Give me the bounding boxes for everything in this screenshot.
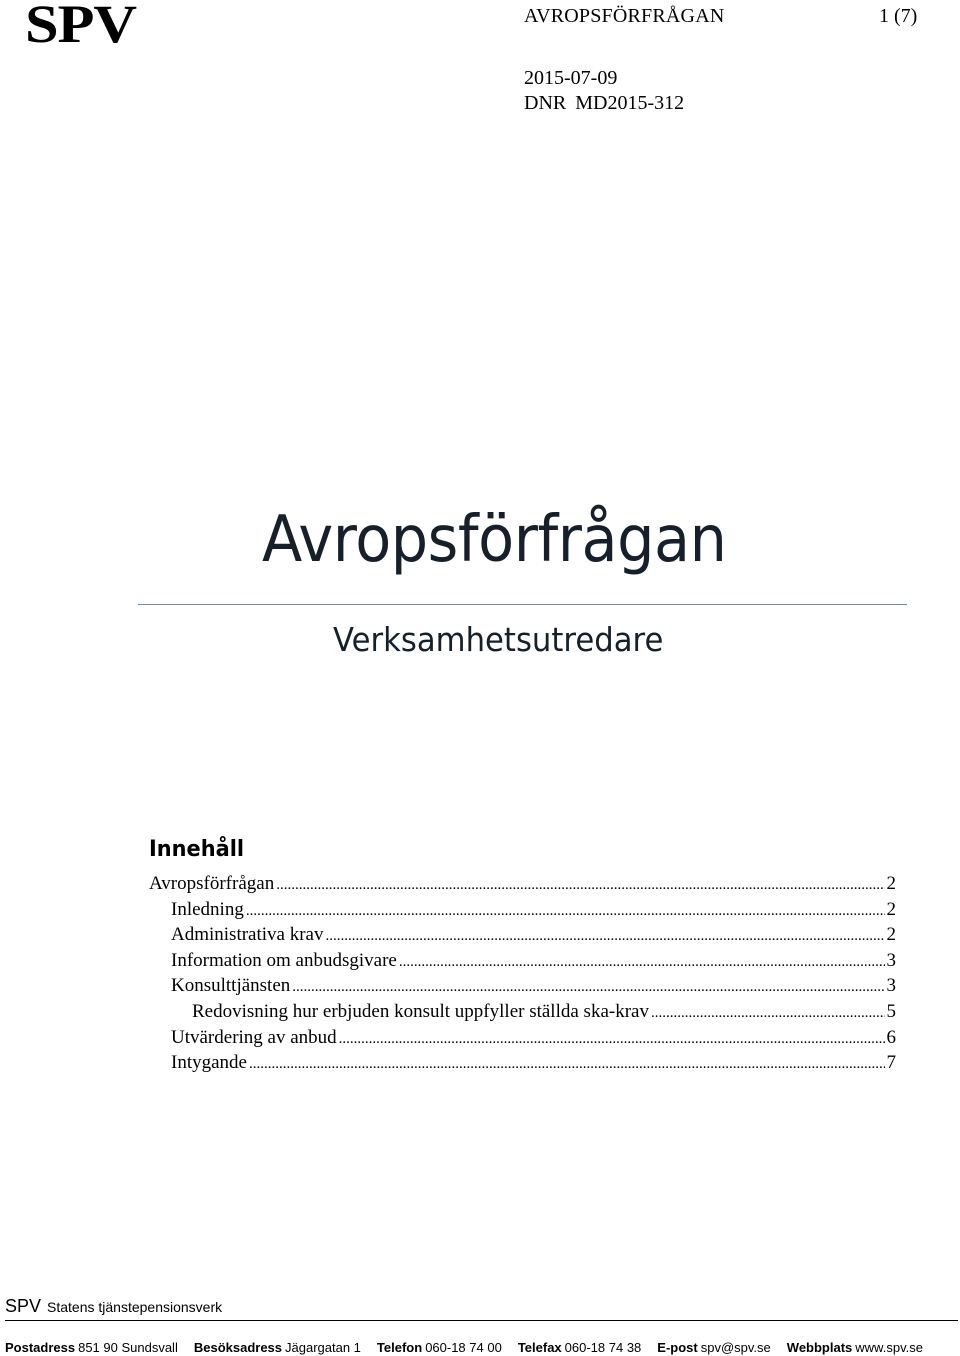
page-title: Avropsförfrågan [262, 503, 727, 577]
toc-entry-label: Redovisning hur erbjuden konsult uppfyller ställda ska-krav [192, 1000, 649, 1022]
footer-contact-label: Postadress [5, 1340, 76, 1355]
toc-entry-label: Konsulttjänsten [171, 975, 291, 997]
toc-entry-label: Avropsförfrågan [149, 873, 275, 894]
toc-dot-leader [339, 1027, 885, 1053]
footer-visit-address [194, 1339, 361, 1356]
toc-entry-label: Intygande [171, 1052, 247, 1074]
footer-org-name: Statens tjänstepensionsverk [47, 1299, 223, 1315]
footer-organization [5, 1295, 222, 1318]
toc-entry-label: Administrativa krav [171, 924, 324, 946]
footer-contact-value: 060-18 74 38 [564, 1340, 642, 1355]
document-date: 2015-07-09 [524, 67, 618, 89]
toc-entry-page: 7 [886, 1052, 896, 1074]
toc-entry[interactable] [149, 1025, 896, 1051]
footer-contact-value: 060-18 74 00 [425, 1340, 502, 1355]
footer-org-abbreviation: SPV [5, 1296, 42, 1316]
footer-website[interactable] [787, 1339, 923, 1356]
footer-contact-label: E-post [657, 1340, 698, 1355]
table-of-contents [149, 871, 896, 1076]
toc-entry[interactable] [149, 948, 896, 974]
toc-entry-page: 2 [886, 924, 896, 946]
footer-contact-value: 851 90 Sundsvall [78, 1340, 178, 1355]
toc-entry[interactable] [149, 973, 896, 999]
footer-website-link[interactable]: www.spv.se [855, 1340, 923, 1355]
toc-entry-page: 3 [886, 949, 896, 971]
footer-contact-label: Telefax [517, 1340, 562, 1355]
footer-contact-value: Jägargatan 1 [285, 1340, 361, 1355]
toc-dot-leader [399, 950, 885, 976]
toc-dot-leader [249, 1052, 885, 1078]
toc-entry[interactable] [149, 871, 896, 897]
toc-entry-page: 6 [886, 1026, 896, 1048]
toc-entry[interactable] [149, 922, 896, 948]
footer-postal-address [5, 1339, 178, 1356]
toc-entry-page: 2 [886, 898, 896, 920]
page-number: 1 (7) [879, 5, 918, 27]
footer-email[interactable] [657, 1339, 771, 1356]
footer-contacts [5, 1339, 960, 1356]
toc-dot-leader [246, 899, 885, 925]
footer-email-link[interactable]: spv@spv.se [700, 1340, 771, 1355]
toc-dot-leader [651, 1001, 885, 1027]
toc-heading: Innehåll [149, 837, 245, 862]
footer-phone [377, 1339, 502, 1356]
document-dnr: DNR MD2015-312 [524, 92, 685, 114]
footer-contact-label: Webbplats [786, 1340, 853, 1355]
toc-dot-leader [276, 873, 884, 899]
footer-contact-label: Telefon [376, 1340, 423, 1355]
footer-divider [5, 1320, 958, 1321]
toc-entry[interactable] [149, 999, 896, 1025]
toc-entry-page: 3 [886, 975, 896, 997]
toc-entry-page: 5 [886, 1000, 896, 1022]
footer-fax [518, 1339, 641, 1356]
toc-entry[interactable] [149, 1050, 896, 1076]
document-type: AVROPSFÖRFRÅGAN [524, 5, 725, 27]
toc-entry-label: Utvärdering av anbud [171, 1026, 337, 1048]
title-divider [138, 604, 907, 605]
toc-dot-leader [292, 975, 884, 1001]
toc-entry-label: Inledning [171, 898, 244, 920]
toc-entry[interactable] [149, 897, 896, 923]
footer-contact-label: Besöksadress [193, 1340, 283, 1355]
spv-logo: SPV [25, 0, 136, 54]
toc-entry-label: Information om anbudsgivare [171, 949, 397, 971]
toc-dot-leader [326, 924, 885, 950]
toc-entry-page: 2 [886, 873, 896, 894]
page-subtitle: Verksamhetsutredare [333, 620, 664, 659]
